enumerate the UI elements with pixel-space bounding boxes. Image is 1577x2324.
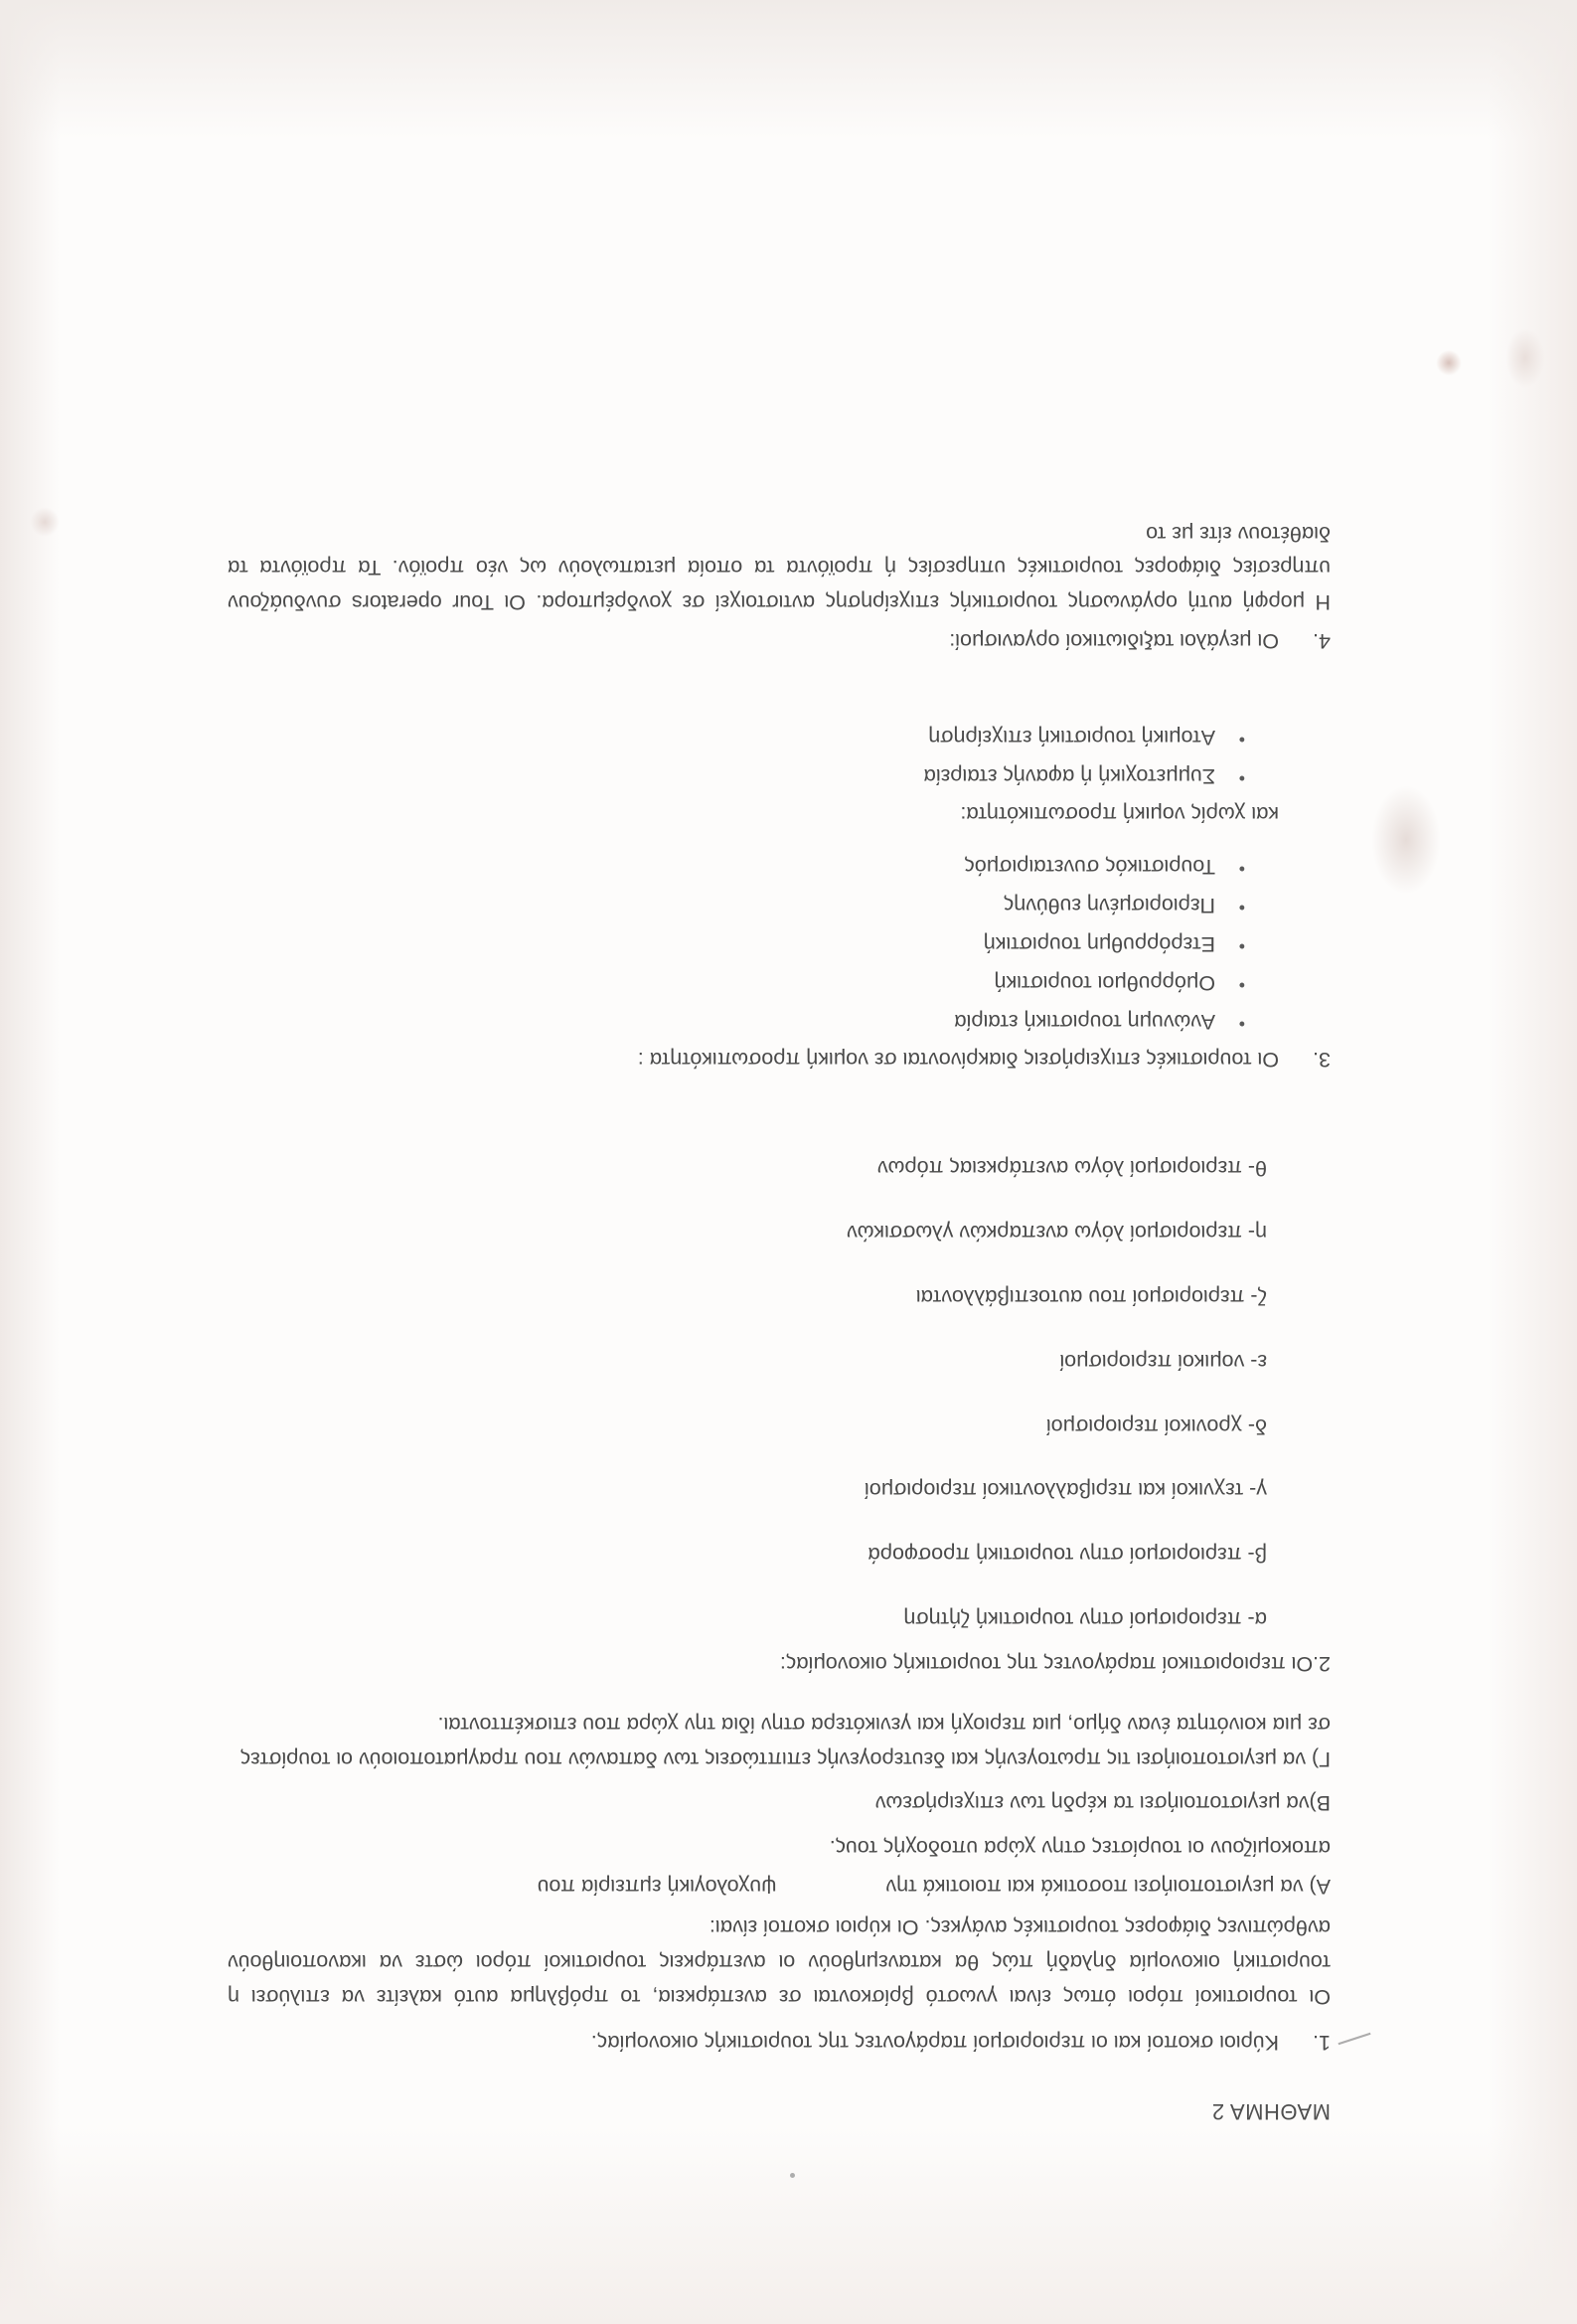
list-item xyxy=(228,965,1245,1000)
section-1-sub-a-note: ψυχολογική εμπειρία που xyxy=(537,1875,777,1900)
list-item-label: Ατομική τουριστική επιχείρηση xyxy=(928,725,1215,749)
section-4-paragraph: Η μορφή αυτή οργάνωσης τουριστικής επιχείρησης αντιστοιχεί σε χονδρέμπορα. Οι Tour operators συνδυάζουν υπηρεσίες διάφορες τουριστικές υπηρεσίες ή προϊόντα τα οποία μεταπωλούν ως νέο προϊόν. Τα προϊόντα τα διαθέτουν είτε με το xyxy=(228,521,1331,615)
list-item xyxy=(228,850,1245,885)
dash-item: δ- χρονικοί περιορισμοί xyxy=(1045,1413,1267,1438)
section-3-bullet-list-2 xyxy=(228,720,1331,793)
section-1-number: 1. xyxy=(1313,2031,1331,2056)
bullet-dot-icon: • xyxy=(1238,1013,1245,1034)
dash-item: β- περιορισμοί στην τουριστική προσφορά xyxy=(867,1543,1267,1568)
bullet-dot-icon: • xyxy=(1238,767,1245,788)
section-4 xyxy=(228,623,1331,658)
dash-item: ζ- περιορισμοί που αυτοεπιβάλλονται xyxy=(915,1284,1267,1309)
dash-item: ε- νομικοί περιορισμοί xyxy=(1059,1349,1267,1374)
section-1-sub-c: Γ) να μεγιστοποιήσει τις πρωτογενής και δευτερογενής επιπτώσεις των δαπανών που πραγματοποιούν οι τουρίστες σε μια κοινότητα έναν δήμο, μια περιοχή και γενικότερα στην ίδια την χώρα που επισκέπτονται. xyxy=(239,1712,1331,1771)
dash-item: θ- περιορισμοί λόγω ανεπάρκειας πόρων xyxy=(876,1156,1267,1181)
section-4-number: 4. xyxy=(1313,629,1331,654)
section-1-sub-b: Β)να μεγιστοποιήσει τα κέρδη των επιχειρήσεων xyxy=(874,1791,1331,1816)
document-content xyxy=(228,514,1331,2129)
section-3-bullet-list xyxy=(228,850,1331,1039)
dash-item: η- περιορισμοί λόγω ανεπαρκών γλωσσικών xyxy=(847,1221,1267,1245)
list-item xyxy=(228,758,1245,793)
section-1-sub-a xyxy=(228,1869,1331,1904)
section-1-paragraph: Οι τουριστικοί πόροι όπως είναι γνωστό βρίσκονται σε ανεπάρκεια, το πρόβλημα αυτό καλείτε να επιλύσει η τουριστική οικονομία δηλαδή πώς θα κατανεμηθούν οι ανεπάρκεις τουριστικοί πόροι ώστε να ικανοποιηθούν ανθρώπινες διάφορες τουριστικές ανάγκες. Οι κύριοι σκοποί είναι: xyxy=(228,1914,1331,2009)
dash-item: γ- τεχνικοί και περιβαλλοντικοί περιορισμοί xyxy=(865,1478,1267,1503)
dash-item: α- περιορισμοί στην τουριστική ζήτηση xyxy=(903,1607,1267,1632)
section-3 xyxy=(228,1043,1331,1078)
bullet-dot-icon: • xyxy=(1238,898,1245,918)
list-item xyxy=(228,888,1245,922)
section-4-title: Οι μεγάλοι ταξιδιωτικοί οργανισμοί: xyxy=(949,629,1279,654)
list-item-label: Ομόρρυθμοι τουριστική xyxy=(994,970,1215,995)
section-1-sub-a-cont: αποκομίζουν οι τουρίστες στην χώρα υποδοχής τους. xyxy=(829,1836,1331,1861)
section-3-title: Οι τουριστικές επιχειρήσεις διακρίνονται σε νομική προσωπικότητα : xyxy=(637,1048,1279,1073)
list-item xyxy=(228,1004,1245,1039)
lesson-heading: ΜΑΘΗΜΑ 2 xyxy=(1211,2099,1331,2124)
list-item-label: Ανώνυμη τουριστική εταιρία xyxy=(954,1009,1215,1034)
section-1-sub-a-text: Α) να μεγιστοποιήσει ποσοτικά και ποιοτικά την xyxy=(885,1875,1331,1900)
list-item xyxy=(228,720,1245,754)
section-1-body xyxy=(228,1707,1331,2014)
section-2-title: 2.Οι περιοριστικοί παράγοντες της τουριστικής οικονομίας: xyxy=(779,1651,1331,1676)
list-item-label: Συμμετοχική ή αφανής εταιρεία xyxy=(923,763,1215,788)
bullet-dot-icon: • xyxy=(1238,974,1245,995)
section-1 xyxy=(228,2026,1331,2061)
bullet-dot-icon: • xyxy=(1238,729,1245,749)
section-2-dash-list xyxy=(228,1150,1331,1636)
bullet-dot-icon: • xyxy=(1238,935,1245,956)
list-item-label: Τουριστικός συνεταιρισμός xyxy=(964,855,1215,880)
ink-dot xyxy=(790,2173,795,2178)
section-3-second-intro: και χωρίς νομική προσωπικότητα: xyxy=(960,802,1279,827)
section-1-title: Κύριοι σκοποί και οι περιορισμοί παράγοντες της τουριστικής οικονομίας. xyxy=(590,2031,1279,2056)
bullet-dot-icon: • xyxy=(1238,859,1245,880)
section-3-number: 3. xyxy=(1313,1048,1331,1073)
list-item-label: Ετερόρρυθμη τουριστική xyxy=(983,931,1215,956)
list-item xyxy=(228,926,1245,961)
list-item-label: Περιορισμένη ευθύνης xyxy=(1003,894,1215,918)
